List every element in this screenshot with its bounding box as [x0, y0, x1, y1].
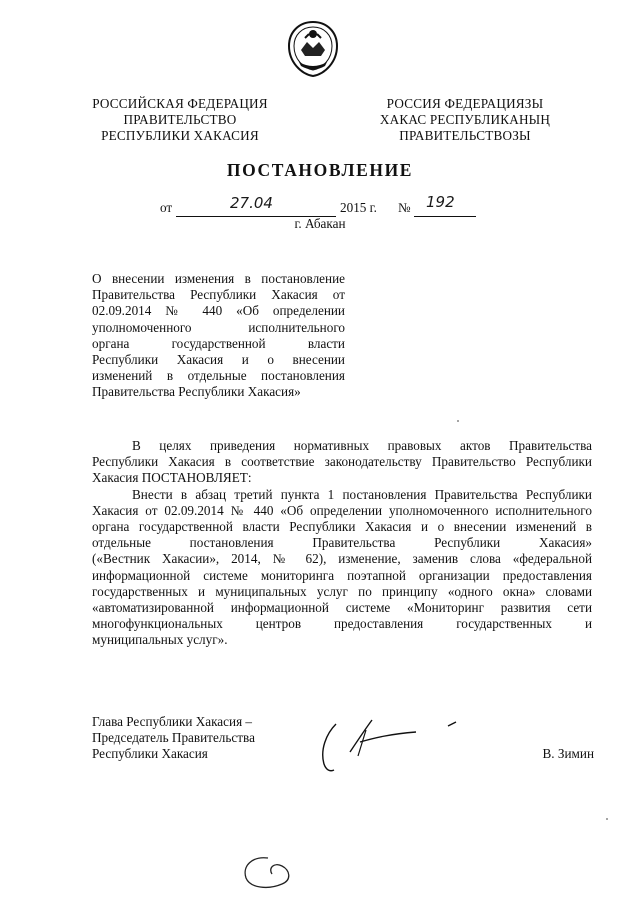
position-line: Глава Республики Хакасия –: [92, 714, 253, 729]
from-label: от: [160, 200, 173, 215]
body-line: «автоматизированной информационной системе «Мониторинг развития сети: [92, 600, 592, 616]
subject-line: органа государственной власти: [92, 335, 345, 351]
header-right-line: ПРАВИТЕЛЬСТВОЗЫ: [399, 128, 531, 143]
year-label: 2015 г.: [340, 200, 377, 215]
header-right: [365, 96, 565, 144]
city-label: г. Абакан: [294, 216, 346, 231]
handwritten-mark: [238, 852, 298, 894]
body-line: Внести в абзац третий пункта 1 постановления Правительства Республики: [132, 486, 592, 502]
subject-line: Правительства Республики Хакасия от: [92, 287, 345, 303]
header-left-line: РОССИЙСКАЯ ФЕДЕРАЦИЯ: [92, 96, 268, 111]
body-line: многофункциональных центров предоставления государственных и: [92, 616, 592, 632]
body-line: В целях приведения нормативных правовых актов Правительства: [132, 438, 592, 453]
document-subject: [92, 271, 345, 401]
body-line: Хакасия ПОСТАНОВЛЯЕТ:: [92, 470, 252, 486]
scan-speck: [606, 818, 608, 820]
header-left: [80, 96, 280, 144]
signatory-position: [92, 714, 255, 763]
document-title: ПОСТАНОВЛЕНИЕ: [226, 160, 414, 180]
subject-line: Республики Хакасия и о внесении: [92, 352, 345, 368]
subject-line: О внесении изменения в постановление: [92, 271, 345, 286]
header-left-line: ПРАВИТЕЛЬСТВО: [123, 112, 237, 127]
subject-line: изменений в отдельные постановления: [92, 368, 345, 384]
handwritten-number: 192: [426, 193, 455, 211]
body-line: органа государственной власти Республики Хакасия и о внесении изменений в: [92, 519, 592, 535]
number-label: №: [398, 200, 411, 215]
body-line: Республики Хакасия в соответствие законодательству Правительство Республики: [92, 454, 592, 470]
body-line: («Вестник Хакасии», 2014, № 62), изменение, заменив слова «федеральной: [92, 551, 592, 567]
position-line: Республики Хакасия: [92, 746, 208, 762]
handwritten-date: 27.04: [230, 194, 273, 212]
scan-speck: [457, 420, 459, 422]
body-line: муниципальных услуг».: [92, 632, 228, 648]
handwritten-signature: [310, 712, 470, 776]
coat-of-arms-icon: [287, 20, 339, 78]
header-right-line: РОССИЯ ФЕДЕРАЦИЯЗЫ: [386, 96, 544, 111]
document-body: [92, 438, 592, 649]
subject-line: Правительства Республики Хакасия»: [92, 384, 301, 400]
position-line: Председатель Правительства: [92, 730, 255, 746]
body-line: информационной системе мониторинга поэтапной организации предоставления: [92, 567, 592, 583]
body-line: отдельные постановления Правительства Республики Хакасия»: [92, 535, 592, 551]
signatory-name: В. Зимин: [542, 746, 594, 761]
subject-line: уполномоченного исполнительного: [92, 319, 345, 335]
subject-line: 02.09.2014 № 440 «Об определении: [92, 303, 345, 319]
header-right-line: ХАКАС РЕСПУБЛИКАНЫҢ: [379, 112, 551, 127]
header-left-line: РЕСПУБЛИКИ ХАКАСИЯ: [101, 128, 259, 143]
body-line: государственных и муниципальных услуг по принципу «одного окна» словами: [92, 583, 592, 599]
body-line: Хакасия от 02.09.2014 № 440 «Об определении уполномоченного исполнительного: [92, 502, 592, 518]
